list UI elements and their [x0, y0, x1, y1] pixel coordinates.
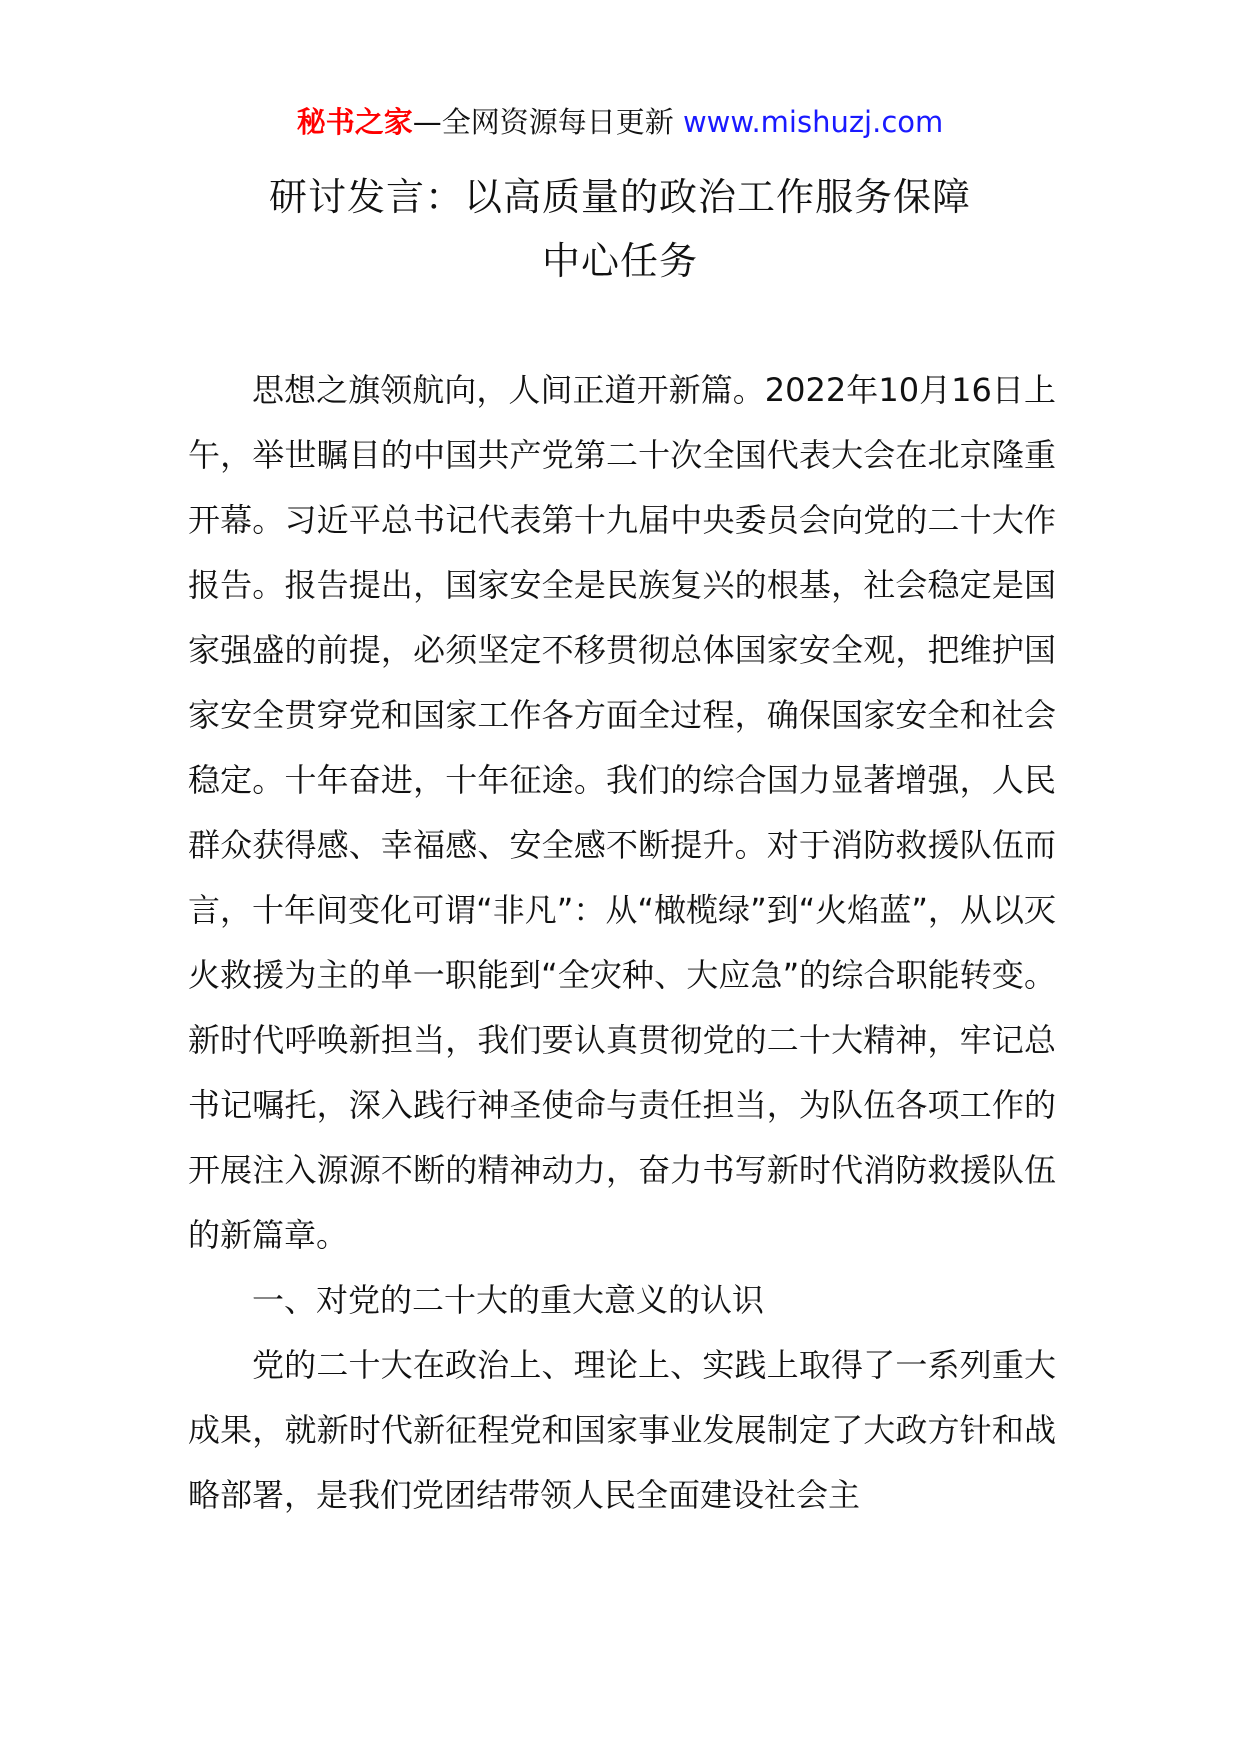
document-body [188, 358, 1056, 1528]
brand-name: 秘书之家 [296, 105, 413, 139]
title-line-1: 研讨发言：以高质量的政治工作服务保障 [268, 175, 971, 219]
body-paragraph-intro: 思想之旗领航向，人间正道开新篇。2022年10月16日上午，举世瞩目的中国共产党第二十次全国代表大会在北京隆重开幕。习近平总书记代表第十九届中央委员会向党的二十大作报告。报告提出，国家安全是民族复兴的根基，社会稳定是国家强盛的前提，必须坚定不移贯彻总体国家安全观，把维护国家安全贯穿党和国家工作各方面全过程，确保国家安全和社会稳定。十年奋进，十年征途。我们的综合国力显著增强，人民群众获得感、幸福感、安全感不断提升。对于消防救援队伍而言，十年间变化可谓“非凡”：从“橄榄绿”到“火焰蓝”，从以灭火救援为主的单一职能到“全灾种、大应急”的综合职能转变。新时代呼唤新担当，我们要认真贯彻党的二十大精神，牢记总书记嘱托，深入践行神圣使命与责任担当，为队伍各项工作的开展注入源源不断的精神动力，奋力书写新时代消防救援队伍的新篇章。 [188, 371, 1056, 1254]
body-paragraph-section-1: 党的二十大在政治上、理论上、实践上取得了一系列重大成果，就新时代新征程党和国家事业发展制定了大政方针和战略部署，是我们党团结带领人民全面建设社会主 [188, 1346, 1056, 1514]
section-heading-1: 一、对党的二十大的重大意义的认识 [252, 1281, 765, 1319]
document-title [0, 165, 1240, 293]
site-url-link[interactable]: www.mishuzj.com [682, 105, 944, 139]
site-header [0, 100, 1240, 144]
header-tagline: —全网资源每日更新 [412, 105, 674, 139]
title-line-2: 中心任务 [541, 239, 698, 283]
